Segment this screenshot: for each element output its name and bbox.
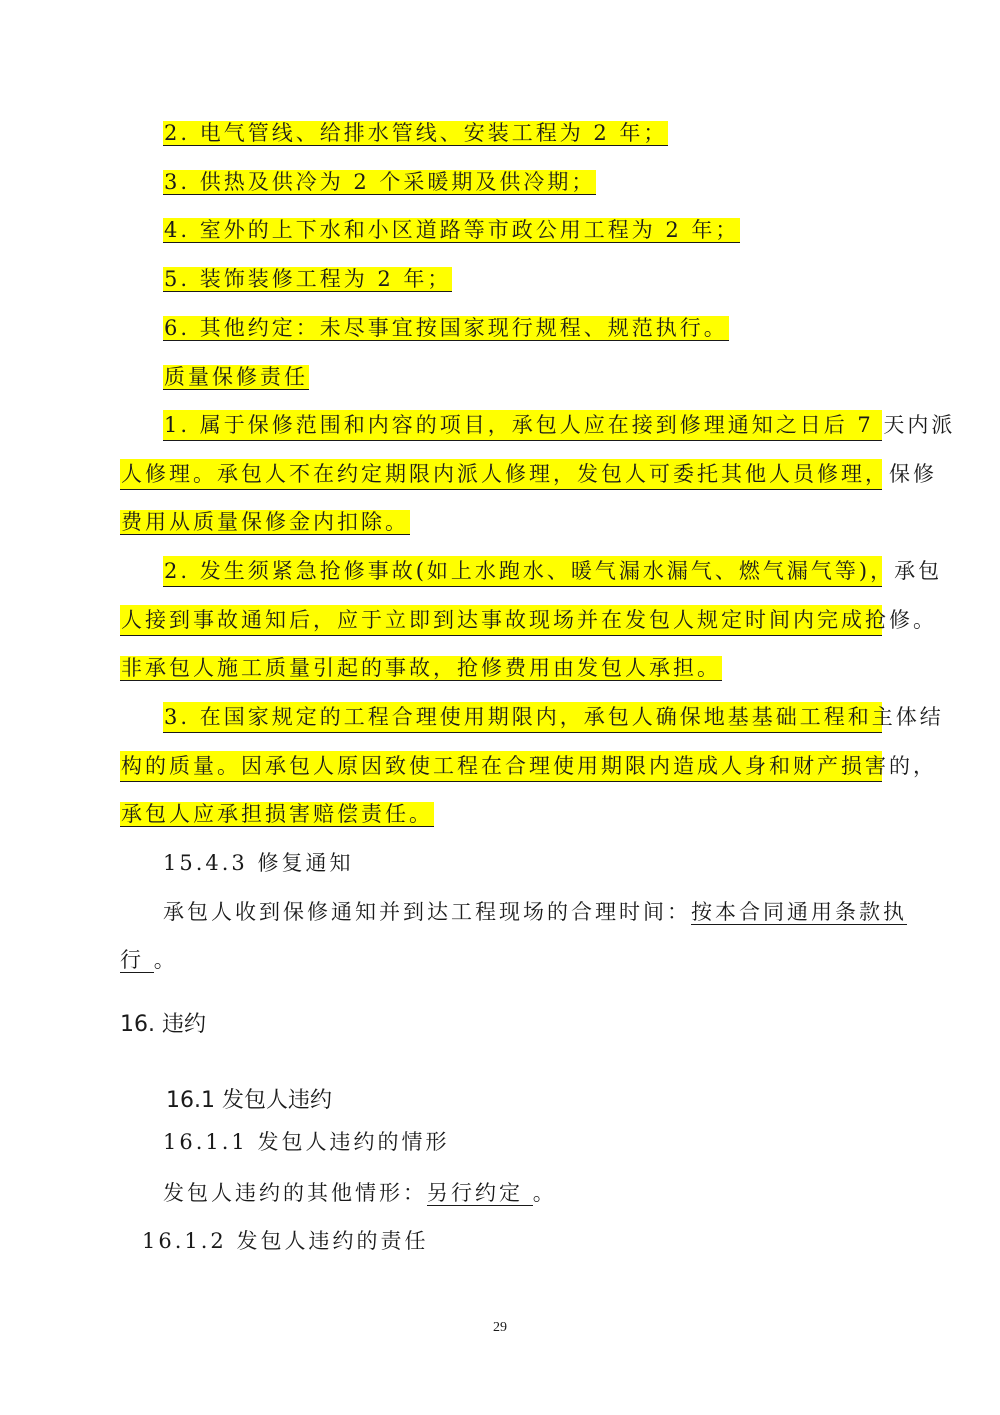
section-16-heading: 16. 违约 (120, 1012, 206, 1037)
warranty-item-6: 6. 其他约定：未尽事宜按国家现行规程、规范执行。 (164, 316, 728, 340)
section-15-4-3-text: 承包人收到保修通知并到达工程现场的合理时间：按本合同通用条款执 (163, 900, 907, 924)
warranty-item-2: 2. 电气管线、给排水管线、安装工程为 2 年； (164, 121, 668, 145)
warranty-item-5: 5. 装饰装修工程为 2 年； (164, 267, 452, 291)
section-16-1-1-heading: 16.1.1 发包人违约的情形 (163, 1130, 450, 1154)
responsibility-3-line-2: 构的质量。因承包人原因致使工程在合理使用期限内造成人身和财产损害的， (120, 751, 882, 782)
section-15-4-3-heading: 15.4.3 修复通知 (163, 851, 354, 875)
responsibility-1-line-3: 费用从质量保修金内扣除。 (121, 510, 409, 534)
responsibility-2-line-3: 非承包人施工质量引起的事故，抢修费用由发包人承担。 (121, 656, 721, 680)
responsibility-2-line-2: 人接到事故通知后，应于立即到达事故现场并在发包人规定时间内完成抢修。 (120, 605, 882, 636)
employer-breach-other-cases: 发包人违约的其他情形：另行约定 。 (163, 1181, 557, 1205)
section-16-1-heading: 16.1 发包人违约 (166, 1088, 332, 1113)
section-15-4-3-text-continued: 行 。 (120, 948, 178, 972)
responsibility-1-line-2: 人修理。承包人不在约定期限内派人修理，发包人可委托其他人员修理，保修 (120, 459, 882, 490)
repair-notice-time-value: 按本合同通用条款执 (691, 900, 907, 924)
warranty-responsibility-heading: 质量保修责任 (164, 365, 308, 389)
section-16-1-2-heading: 16.1.2 发包人违约的责任 (142, 1229, 429, 1253)
page-number: 29 (493, 1320, 507, 1335)
responsibility-3-line-3: 承包人应承担损害赔偿责任。 (121, 802, 433, 826)
warranty-item-3: 3. 供热及供冷为 2 个采暖期及供冷期； (164, 170, 596, 194)
other-cases-value: 另行约定 (427, 1181, 533, 1205)
warranty-item-4: 4. 室外的上下水和小区道路等市政公用工程为 2 年； (164, 218, 740, 242)
responsibility-3-line-1: 3. 在国家规定的工程合理使用期限内，承包人确保地基基础工程和主体结 (163, 702, 882, 733)
responsibility-1-line-1: 1. 属于保修范围和内容的项目，承包人应在接到修理通知之日后 7 天内派 (163, 410, 882, 441)
responsibility-2-line-1: 2. 发生须紧急抢修事故(如上水跑水、暖气漏水漏气、燃气漏气等)，承包 (163, 556, 882, 587)
